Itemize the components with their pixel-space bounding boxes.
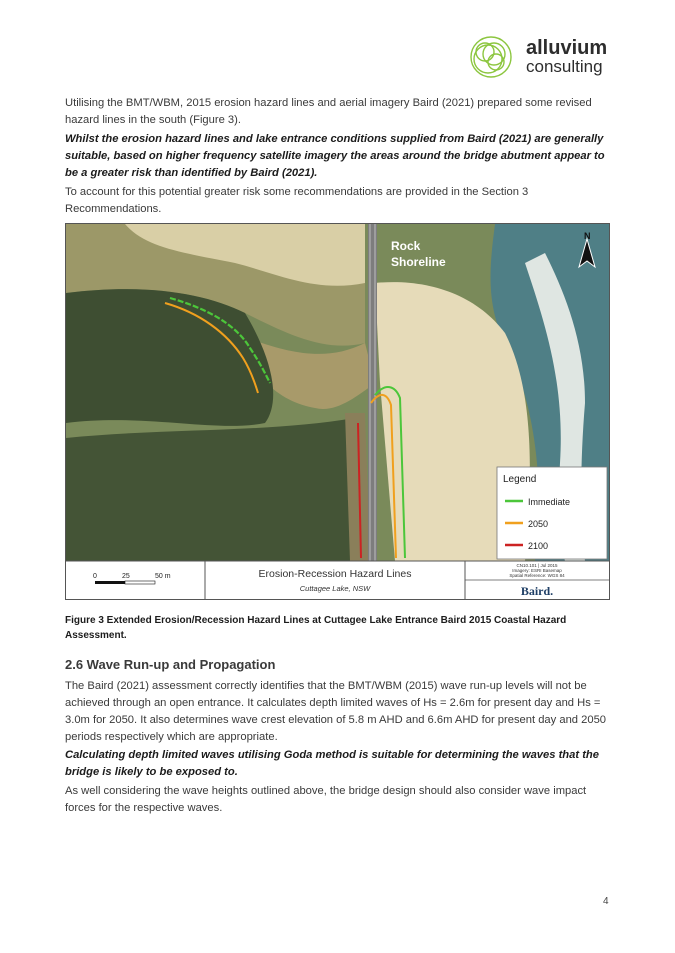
paragraph-impact-forces: As well considering the wave heights outlined above, the bridge design should also consider wave impact forces for the respective waves. xyxy=(65,785,587,814)
baird-brand-logo: Baird. xyxy=(520,584,554,598)
page-number: 4 xyxy=(603,896,609,907)
title-block-location: Cuttagee Lake, NSW xyxy=(299,584,371,593)
scale-label-25: 25 xyxy=(122,573,130,580)
scale-label-0: 0 xyxy=(93,573,97,580)
legend-item-2100: 2100 xyxy=(528,541,549,551)
info-line-3: Spatial Reference: WGS 84 xyxy=(509,573,565,578)
paragraph-emphasis-risk: Whilst the erosion hazard lines and lake entrance conditions supplied from Baird (2021) are generally suitable, based on higher frequency satellite imagery the areas around the bridge abutment appear to be a greater risk than identified by Baird (2021). xyxy=(65,133,605,179)
legend-item-immediate: Immediate xyxy=(528,497,571,507)
legend-item-2050: 2050 xyxy=(528,519,549,529)
legend-title: Legend xyxy=(503,474,537,485)
map-label-rock: Rock xyxy=(391,239,421,253)
logo-text-alluvium: alluvium xyxy=(526,37,608,59)
paragraph-recommendations: To account for this potential greater risk some recommendations are provided in the Section 3 Recommendations. xyxy=(65,186,529,215)
paragraph-emphasis-goda: Calculating depth limited waves utilising Goda method is suitable for determining the waves that the bridge is likely to be exposed to. xyxy=(65,749,599,778)
scale-label-50m: 50 m xyxy=(155,573,171,580)
paragraph-wave-runup: The Baird (2021) assessment correctly identifies that the BMT/WBM (2015) wave run-up levels will not be achieved through an open entrance. It calculates depth limited waves of Hs = 2.6m for present day and Hs = 3.0m for 2050. It also determines wave crest elevation of 5.8 m AHD and 6.6m AHD for present day and 2050 periods respectively which are appropriate. xyxy=(65,680,607,743)
logo-text-consulting: consulting xyxy=(526,57,603,76)
north-label: N xyxy=(584,231,591,241)
map-legend xyxy=(497,467,607,559)
info-line-1: CN10.101 | Jul 2015 xyxy=(516,563,558,568)
map-label-shoreline: Shoreline xyxy=(391,255,446,269)
paragraph-intro: Utilising the BMT/WBM, 2015 erosion hazard lines and aerial imagery Baird (2021) prepared some revised hazard lines in the south (Figure 3). xyxy=(65,97,592,126)
section-heading: 2.6 Wave Run-up and Propagation xyxy=(65,657,276,672)
title-block-heading: Erosion-Recession Hazard Lines xyxy=(258,568,412,580)
figure-caption: Figure 3 Extended Erosion/Recession Hazard Lines at Cuttagee Lake Entrance Baird 2015 Coastal Hazard Assessment. xyxy=(65,615,567,641)
hazard-lines-map-figure xyxy=(65,223,610,600)
info-line-2: Imagery: ESRI Basemap xyxy=(512,568,562,573)
